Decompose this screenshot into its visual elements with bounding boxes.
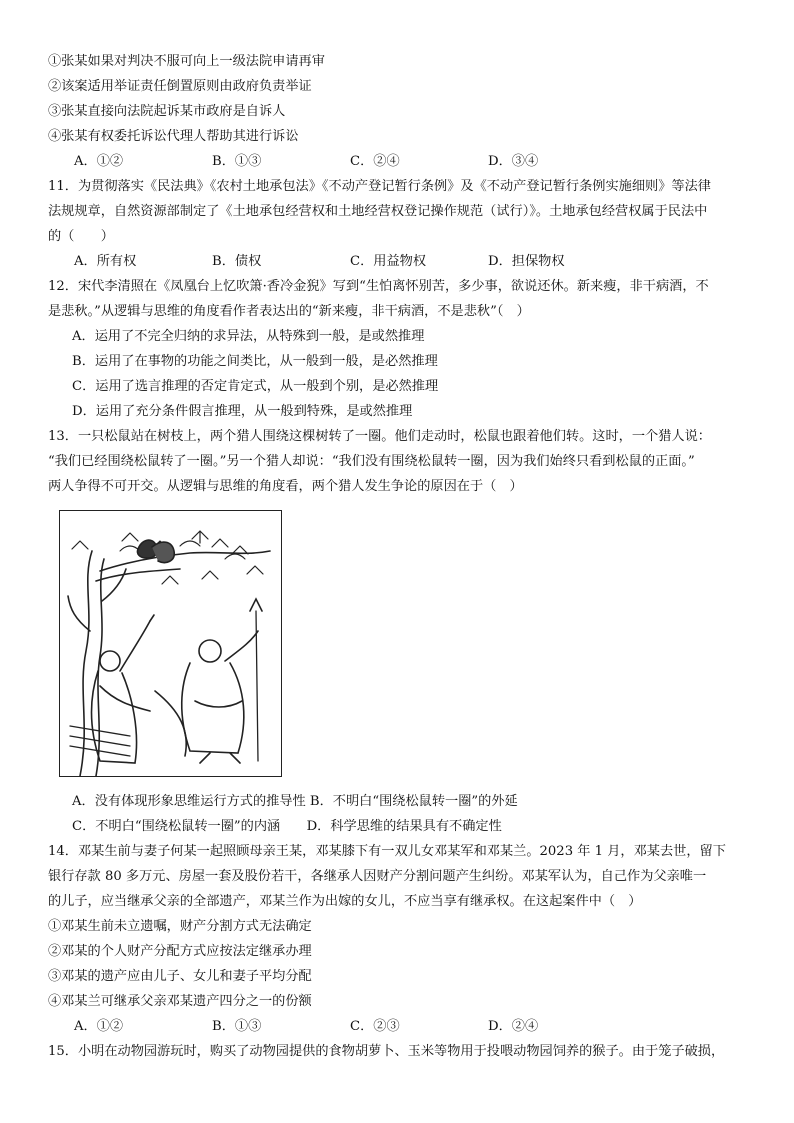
q14-stem-line-2: 银行存款 80 多万元、房屋一套及股份若干，各继承人因财产分割问题产生纠纷。邓某军认为，自己作为父亲唯一: [48, 869, 707, 884]
q14-stem-line-1: 14．邓某生前与妻子何某一起照顾母亲王某，邓某膝下有一双儿女邓某军和邓某兰。2023 年 1 月，邓某去世，留下: [48, 844, 726, 859]
hunters-squirrel-illustration: [59, 510, 282, 777]
q15-stem-line-1: 15．小明在动物园游玩时，购买了动物园提供的食物胡萝卜、玉米等物用于投喂动物园饲养的猴子。由于笼子破损，: [48, 1044, 725, 1059]
q11-stem-line-1: 11．为贯彻落实《民法典》《农村土地承包法》《不动产登记暂行条例》及《不动产登记暂行条例实施细则》等法律: [48, 179, 711, 194]
q10-option-b[interactable]: B．①③: [212, 154, 262, 169]
q12-option-a[interactable]: A．运用了不完全归纳的求异法，从特殊到一般，是或然推理: [72, 329, 425, 344]
q12-stem-line-1: 12．宋代李清照在《凤凰台上忆吹箫·香冷金猊》写到“生怕离怀别苦，多少事，欲说还休。新来瘦，非干病酒，不: [48, 279, 709, 294]
q14-item-1: ①邓某生前未立遗嘱，财产分割方式无法确定: [48, 919, 312, 934]
q14-stem-line-3: 的儿子，应当继承父亲的全部遗产，邓某兰作为出嫁的女儿，不应当享有继承权。在这起案件中（ ）: [48, 894, 642, 909]
q14-item-2: ②邓某的个人财产分配方式应按法定继承办理: [48, 944, 312, 959]
q11-options: [74, 252, 634, 272]
q14-item-3: ③邓某的遗产应由儿子、女儿和妻子平均分配: [48, 969, 312, 984]
q12-option-d[interactable]: D．运用了充分条件假言推理，从一般到特殊，是或然推理: [72, 404, 413, 419]
q11-option-c[interactable]: C．用益物权: [350, 254, 427, 269]
q10-option-c[interactable]: C．②④: [350, 154, 400, 169]
q11-stem-line-3: 的（ ）: [48, 229, 114, 244]
q10-option-a[interactable]: A．①②: [74, 154, 124, 169]
q13-option-row-2[interactable]: C．不明白“围绕松鼠转一圈”的内涵 D．科学思维的结果具有不确定性: [72, 819, 502, 834]
q11-option-b[interactable]: B．债权: [212, 254, 262, 269]
q13-stem-line-3: 两人争得不可开交。从逻辑与思维的角度看，两个猎人发生争论的原因在于（ ）: [48, 479, 523, 494]
q12-option-b[interactable]: B．运用了在事物的功能之间类比，从一般到一般，是必然推理: [72, 354, 438, 369]
illustration-drawing: [60, 511, 281, 776]
q10-item-4: ④张某有权委托诉讼代理人帮助其进行诉讼: [48, 129, 299, 144]
q14-options: [74, 1017, 634, 1037]
q11-option-d[interactable]: D．担保物权: [488, 254, 565, 269]
q14-option-b[interactable]: B．①③: [212, 1019, 262, 1034]
q14-option-c[interactable]: C．②③: [350, 1019, 400, 1034]
q11-option-a[interactable]: A．所有权: [74, 254, 137, 269]
q10-option-d[interactable]: D．③④: [488, 154, 539, 169]
q13-option-row-1[interactable]: A．没有体现形象思维运行方式的推导性 B．不明白“围绕松鼠转一圈”的外延: [72, 794, 518, 809]
q12-option-c[interactable]: C．运用了选言推理的否定肯定式，从一般到个别，是必然推理: [72, 379, 439, 394]
q11-stem-line-2: 法规规章，自然资源部制定了《土地承包经营权和土地经营权登记操作规范（试行）》。土地承包经营权属于民法中: [48, 204, 708, 219]
q10-item-1: ①张某如果对判决不服可向上一级法院申请再审: [48, 54, 325, 69]
q14-item-4: ④邓某兰可继承父亲邓某遗产四分之一的份额: [48, 994, 312, 1009]
q12-stem-line-2: 是悲秋。”从逻辑与思维的角度看作者表达出的“新来瘦，非干病酒，不是悲秋”（ ）: [48, 304, 530, 319]
q10-item-3: ③张某直接向法院起诉某市政府是自诉人: [48, 104, 286, 119]
q14-option-d[interactable]: D．②④: [488, 1019, 539, 1034]
q13-stem-line-2: “我们已经围绕松鼠转了一圈。”另一个猎人却说：“我们没有围绕松鼠转一圈，因为我们始终只看到松鼠的正面。”: [48, 454, 695, 469]
q10-options: [74, 152, 634, 172]
q13-stem-line-1: 13．一只松鼠站在树枝上，两个猎人围绕这棵树转了一圈。他们走动时，松鼠也跟着他们转。这时，一个猎人说：: [48, 429, 711, 444]
q10-item-2: ②该案适用举证责任倒置原则由政府负责举证: [48, 79, 312, 94]
q14-option-a[interactable]: A．①②: [74, 1019, 124, 1034]
